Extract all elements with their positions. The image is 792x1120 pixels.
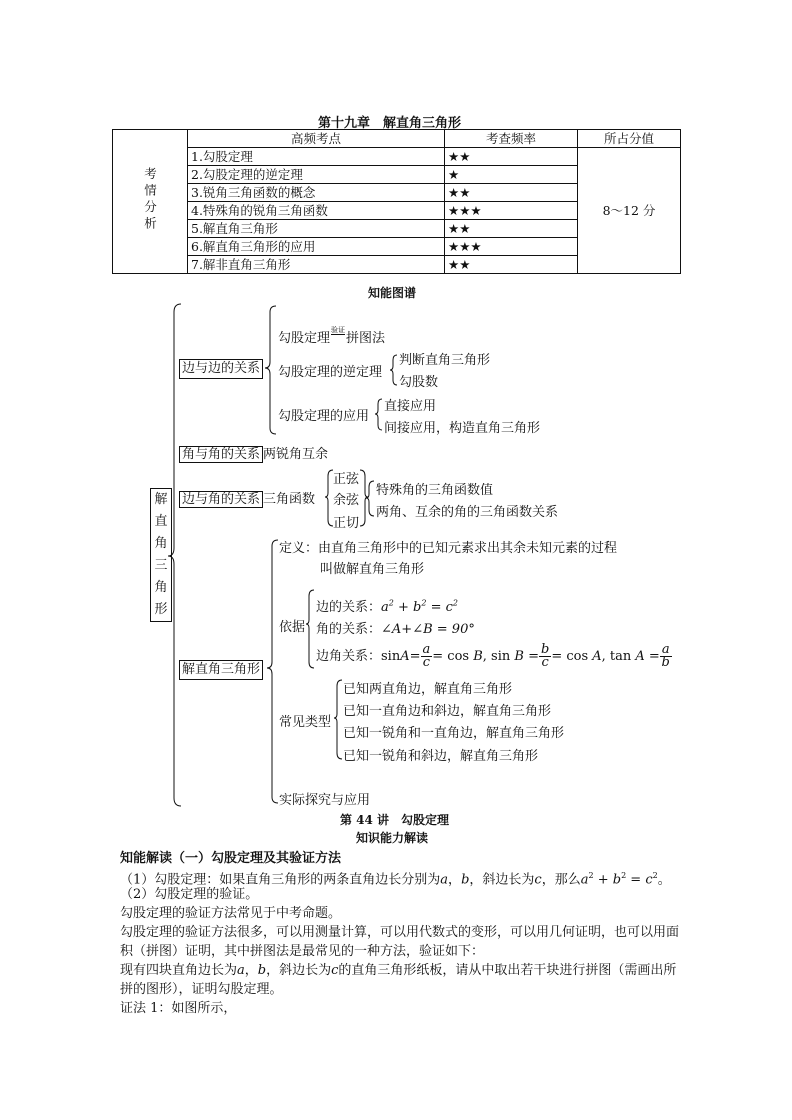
converse-node: 勾股定理的逆定理 — [278, 365, 383, 380]
paragraph-proof-1: 证法 1：如图所示， — [120, 1001, 237, 1016]
topic-cell: 1.勾股定理 — [188, 148, 445, 166]
score-cell: 8～12 分 — [578, 148, 681, 274]
frequency-cell: ★★ — [445, 184, 578, 202]
trig-definitions-formula: sinA= $\frac{a}{c}$ = cos B, sin B = $\frac{b}{c}$ = cos A, tan A = $\frac{a}{b}$ — [381, 642, 670, 670]
frequency-cell: ★★★ — [445, 202, 578, 220]
frequency-cell: ★★ — [445, 220, 578, 238]
paragraph-exam-note: 勾股定理的验证方法常见于中考命题。 — [120, 906, 342, 921]
application-kind-item: 间接应用，构造直角三角形 — [384, 421, 541, 436]
side-angle-row — [179, 488, 315, 509]
common-type-item: 已知一直角边和斜边，解直角三角形 — [343, 704, 552, 719]
paragraph-task: 现有四块直角边长为a，b，斜边长为c的直角三角形纸板，请从中取出若干块进行拼图（需画出所拼的图形），证明勾股定理。 — [120, 963, 677, 997]
trig-name-item: 正切 — [333, 516, 360, 531]
converse-use-item: 勾股数 — [399, 375, 439, 390]
definition-line: 叫做解直角三角形 — [320, 562, 425, 577]
topic-cell: 5.解直角三角形 — [188, 220, 445, 238]
topic-cell: 7.解非直角三角形 — [188, 256, 445, 274]
trig-topic-item: 特殊角的三角函数值 — [376, 483, 494, 498]
frequency-cell: ★ — [445, 166, 578, 184]
basis-side-angle: 边角关系：sinA= $\frac{a}{c}$ = cos B, sin B = $\frac{b}{c}$ = cos A, tan A = $\frac{a}{b}$ — [316, 642, 670, 670]
common-type-item: 已知一锐角和斜边，解直角三角形 — [343, 749, 539, 764]
subsection-title: 知能解读（一）勾股定理及其验证方法 — [120, 851, 342, 866]
frequency-cell: ★★ — [445, 256, 578, 274]
exam-side-label: 考情分析 — [113, 130, 188, 274]
pythagoras-proof-node: 勾股定理 验证 拼图法 — [278, 326, 386, 346]
angle-sum-formula: ∠A+∠B = 90° — [381, 622, 475, 637]
chapter-title: 第十九章 解直角三角形 — [318, 116, 462, 131]
side-relation-node: 边与边的关系 — [179, 359, 263, 379]
pythagoras-formula: $a^2 + b^2 = c^2$ — [381, 598, 458, 615]
frequency-cell: ★★★ — [445, 238, 578, 256]
common-type-item: 已知一锐角和一直角边，解直角三角形 — [343, 726, 565, 741]
header-score: 所占分值 — [578, 130, 681, 148]
trig-name-item: 余弦 — [333, 493, 360, 508]
paragraph-verification: （2）勾股定理的验证。 — [120, 887, 259, 902]
header-frequency: 考查频率 — [445, 130, 578, 148]
solve-node: 解直角三角形 — [179, 660, 263, 680]
map-title: 知能图谱 — [368, 286, 417, 300]
basis-sides: 边的关系：$a^2 + b^2 = c^2$ — [316, 598, 458, 615]
section-title: 知识能力解读 — [356, 831, 429, 845]
application-node: 勾股定理的应用 — [278, 409, 370, 424]
basis-node: 依据 — [279, 620, 306, 635]
common-type-item: 已知两直角边，解直角三角形 — [343, 682, 513, 697]
paragraph-methods: 勾股定理的验证方法很多，可以用测量计算，可以用代数式的变形，可以用几何证明，也可以用面积（拼图）证明，其中拼图法是最常见的一种方法，验证如下： — [120, 925, 680, 959]
angle-relation-node: 角与角的关系 — [179, 446, 263, 463]
frequency-cell: ★★ — [445, 148, 578, 166]
side-angle-relation-node: 边与角的关系 — [179, 491, 263, 508]
converse-use-item: 判断直角三角形 — [399, 353, 491, 368]
angle-relation-note: 两锐角互余 — [263, 447, 329, 462]
topic-cell: 2.勾股定理的逆定理 — [188, 166, 445, 184]
topic-cell: 4.特殊角的锐角三角函数 — [188, 202, 445, 220]
definition-line: 定义：由直角三角形中的已知元素求出其余未知元素的过程 — [279, 541, 618, 556]
application-kind-item: 直接应用 — [384, 399, 437, 414]
lecture-title: 第 44 讲 勾股定理 — [340, 813, 450, 827]
mindmap-root: 解直角三角形 — [150, 488, 172, 622]
paragraph-theorem: （1）勾股定理：如果直角三角形的两条直角边长分别为a，b，斜边长为c，那么$a^2 + b^2 = c^2$。 — [120, 871, 671, 888]
trig-name-item: 正弦 — [333, 472, 360, 487]
trig-topic-item: 两角、互余的角的三角函数关系 — [376, 505, 559, 520]
basis-angles: 角的关系：∠A+∠B = 90° — [316, 622, 475, 637]
trig-functions-node: 三角函数 — [263, 492, 316, 507]
topic-cell: 3.锐角三角函数的概念 — [188, 184, 445, 202]
header-topic: 高频考点 — [188, 130, 445, 148]
practice-node: 实际探究与应用 — [279, 793, 371, 808]
common-types-node: 常见类型 — [279, 715, 332, 730]
topic-cell: 6.解直角三角形的应用 — [188, 238, 445, 256]
angle-relation-row — [179, 443, 328, 464]
